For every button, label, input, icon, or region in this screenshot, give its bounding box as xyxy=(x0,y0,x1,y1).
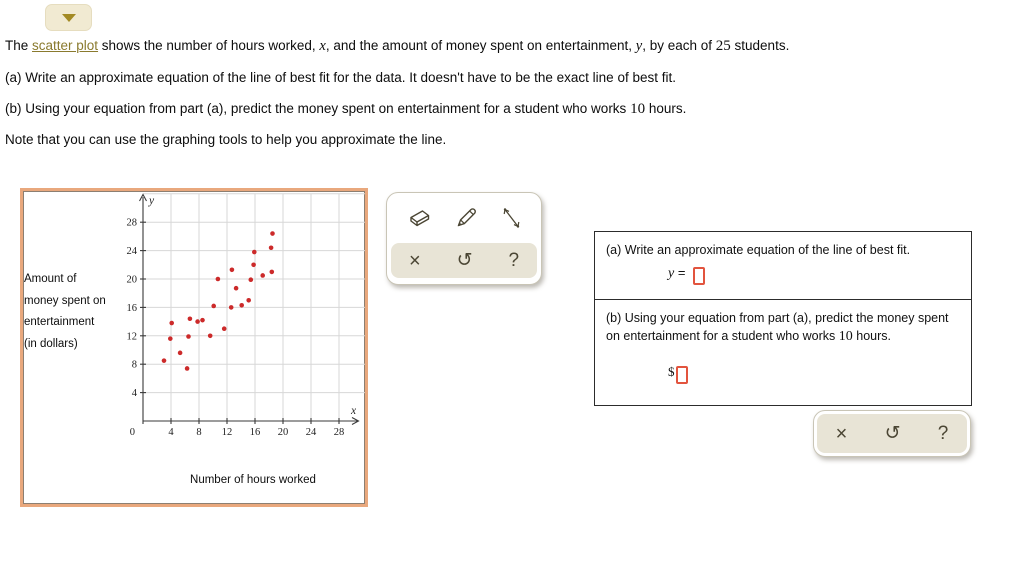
line-tool-button[interactable] xyxy=(497,204,525,232)
intro-text: , and the amount of money spent on entertainment, xyxy=(325,38,636,53)
scatter-point xyxy=(269,245,274,250)
equation-input[interactable] xyxy=(693,267,705,285)
y-axis-label-line: entertainment xyxy=(24,316,95,328)
x-axis-label: Number of hours worked xyxy=(190,474,316,486)
problem-part-a: (a) Write an approximate equation of the line of best fit for the data. It doesn't have to be the exact line of best fit. xyxy=(5,70,676,85)
y-axis-label-line: Amount of xyxy=(24,273,77,285)
scatter-point xyxy=(270,270,275,275)
x-tick-label: 24 xyxy=(305,427,317,438)
scatter-point xyxy=(208,334,213,339)
scatter-point xyxy=(168,336,173,341)
help-icon: ? xyxy=(508,250,520,271)
x-axis-var: x xyxy=(351,405,357,417)
part-b-prompt-line1: (b) Using your equation from part (a), predict the money spent xyxy=(606,311,949,325)
undo-button[interactable] xyxy=(455,249,475,272)
scatter-point xyxy=(169,321,174,326)
scatter-point xyxy=(216,277,221,282)
chevron-down-icon xyxy=(62,14,76,22)
intro-text: students. xyxy=(730,38,790,53)
hours-number: 10 xyxy=(630,101,646,117)
undo-icon: ↺ xyxy=(884,422,901,444)
scatter-point xyxy=(188,316,193,321)
scatter-point xyxy=(234,286,239,291)
answer-action-bar xyxy=(813,410,971,457)
y-axis-var: y xyxy=(149,195,155,207)
scatter-point xyxy=(229,305,234,310)
part-b-text: (b) Using your equation from part (a), predict the money spent on entertainment for a student who works xyxy=(5,101,631,116)
y-axis-label-line: (in dollars) xyxy=(24,337,78,350)
dollar-sign: $ xyxy=(668,364,675,379)
scatter-point xyxy=(222,326,227,331)
help-icon: ? xyxy=(937,423,949,444)
scatter-point xyxy=(178,351,183,356)
clear-button[interactable] xyxy=(407,249,423,273)
equation-row xyxy=(668,264,960,285)
scatter-point xyxy=(211,304,216,309)
hours-number: 10 xyxy=(838,329,853,344)
part-b-text: hours. xyxy=(852,329,891,343)
palette-action-row xyxy=(391,243,537,278)
scatter-point xyxy=(185,366,190,371)
undo-answer-button[interactable] xyxy=(883,422,903,445)
dollar-row xyxy=(668,363,960,384)
intro-text: shows the number of hours worked, xyxy=(98,38,320,53)
y-tick-label: 4 xyxy=(131,388,137,400)
y-tick-label: 24 xyxy=(126,246,137,258)
scatter-point xyxy=(246,298,251,303)
math-var-x: x xyxy=(319,38,326,54)
math-var-y: y xyxy=(635,38,643,54)
scatter-point xyxy=(239,303,244,308)
scatter-point xyxy=(249,277,254,282)
scatter-point xyxy=(162,358,167,363)
line-segment-icon xyxy=(499,206,523,230)
problem-collapse-button[interactable] xyxy=(45,4,92,31)
scatter-point xyxy=(195,319,200,324)
equation-lhs: y xyxy=(668,266,675,281)
help-answer-button[interactable] xyxy=(936,422,951,445)
y-tick-label: 28 xyxy=(126,217,137,229)
scatter-point xyxy=(252,250,257,255)
intro-text: The xyxy=(5,38,33,53)
undo-icon: ↺ xyxy=(456,249,473,271)
part-b-text: on entertainment for a student who works xyxy=(606,329,839,343)
part-a-prompt: (a) Write an approximate equation of the line of best fit. xyxy=(606,243,911,257)
eraser-icon xyxy=(405,207,433,229)
scatter-plot-panel xyxy=(20,188,368,507)
scatter-point xyxy=(270,231,275,236)
clear-answer-button[interactable] xyxy=(834,422,850,446)
amount-input[interactable] xyxy=(676,366,688,384)
part-b-prompt-line2 xyxy=(606,327,960,346)
y-tick-label: 12 xyxy=(126,331,137,343)
x-tick-label: 16 xyxy=(249,427,261,438)
equals-sign: = xyxy=(677,265,686,280)
problem-intro xyxy=(5,38,789,55)
answer-action-bar-inner xyxy=(817,414,967,453)
scatter-point xyxy=(251,263,256,268)
x-tick-label: 4 xyxy=(168,427,174,438)
y-tick-label: 8 xyxy=(131,359,137,371)
pencil-tool-button[interactable] xyxy=(452,204,480,232)
scatter-point xyxy=(260,273,265,278)
answer-panel xyxy=(594,231,972,406)
pencil-icon xyxy=(454,206,478,230)
x-tick-label: 20 xyxy=(277,427,289,438)
answer-part-b xyxy=(595,299,971,405)
eraser-tool-button[interactable] xyxy=(403,205,435,231)
y-tick-label: 20 xyxy=(126,274,137,286)
scatter-point xyxy=(186,334,191,339)
problem-note: Note that you can use the graphing tools to help you approximate the line. xyxy=(5,132,447,147)
x-tick-label: 28 xyxy=(333,427,345,438)
part-b-text: hours. xyxy=(645,101,687,116)
scatter-plot-link[interactable]: scatter plot xyxy=(32,38,99,53)
student-count: 25 xyxy=(715,38,731,54)
close-icon: × xyxy=(835,422,848,445)
scatter-point xyxy=(200,318,205,323)
scatter-point xyxy=(230,267,235,272)
scatter-plot-canvas[interactable] xyxy=(23,191,365,504)
palette-tool-row xyxy=(387,193,541,243)
x-tick-label: 12 xyxy=(221,427,233,438)
y-tick-label: 16 xyxy=(126,302,137,314)
problem-part-b xyxy=(5,101,686,118)
origin-label: 0 xyxy=(129,427,135,438)
close-icon: × xyxy=(408,249,421,272)
y-axis-label-line: money spent on xyxy=(24,294,106,307)
graph-tool-palette xyxy=(386,192,542,285)
help-button[interactable] xyxy=(506,249,521,272)
x-tick-label: 8 xyxy=(196,427,202,438)
intro-text: , by each of xyxy=(642,38,716,53)
answer-part-a xyxy=(595,232,971,299)
